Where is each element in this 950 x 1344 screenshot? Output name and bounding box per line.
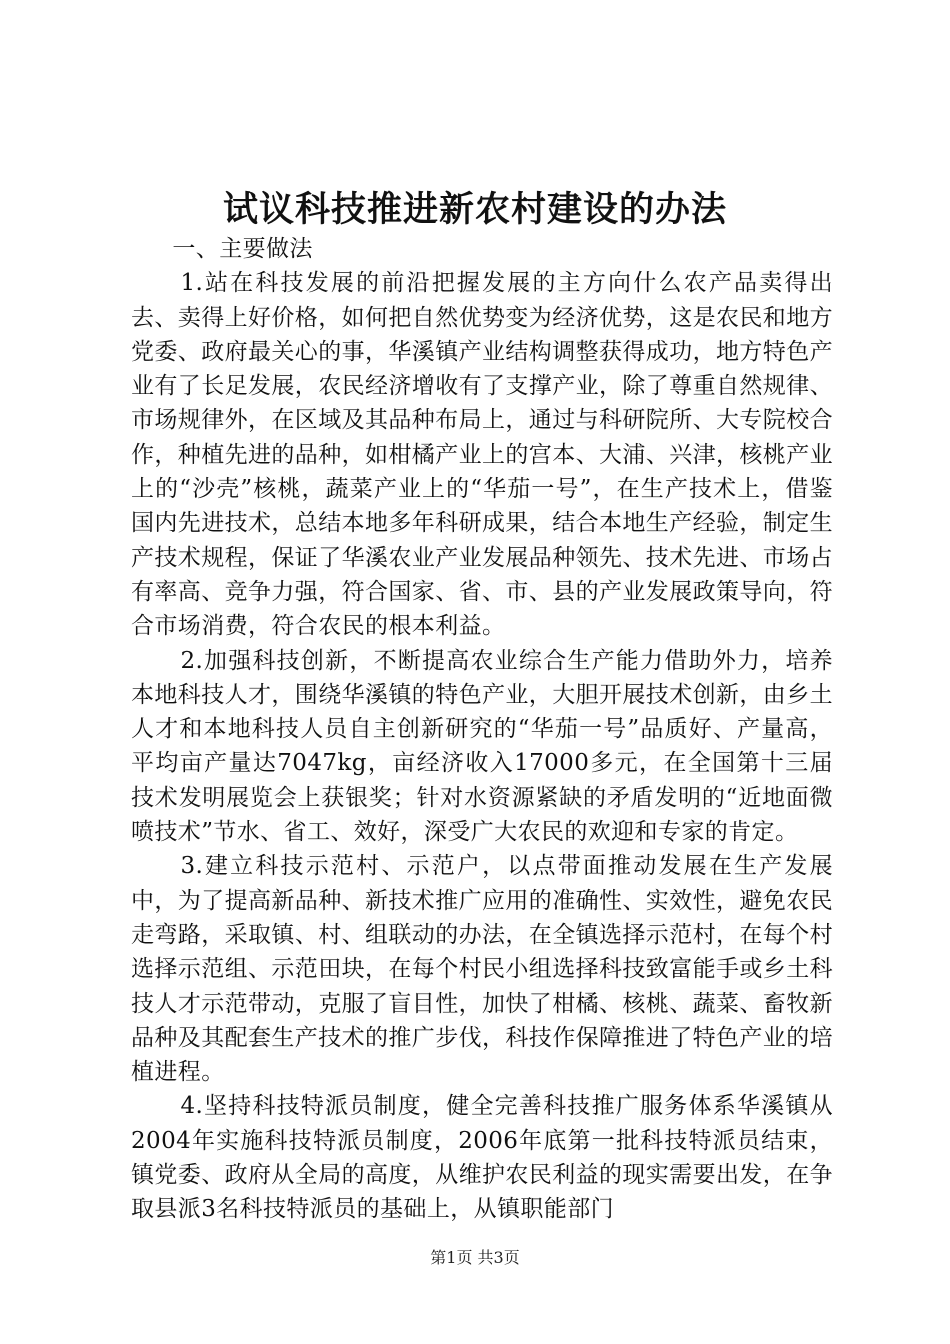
paragraph-4: 4.坚持科技特派员制度，健全完善科技推广服务体系华溪镇从2004年实施科技特派员制度，2006年底第一批科技特派员结束，镇党委、政府从全局的高度，从维护农民利益的现实需要出发，在争取县派3名科技特派员的基础上，从镇职能部门 xyxy=(131,1093,833,1223)
page-footer: 第1页 共3页 xyxy=(430,1248,520,1267)
document-body xyxy=(131,232,833,1227)
paragraph-3: 3.建立科技示范村、示范户，以点带面推动发展在生产发展中，为了提高新品种、新技术推广应用的准确性、实效性，避免农民走弯路，采取镇、村、组联动的办法，在全镇选择示范村，在每个村选择示范组、示范田块，在每个村民小组选择科技致富能手或乡土科技人才示范带动，克服了盲目性，加快了柑橘、核桃、蔬菜、畜牧新品种及其配套生产技术的推广步伐，科技作保障推进了特色产业的培植进程。 xyxy=(131,853,833,1086)
section-heading: 一、主要做法 xyxy=(172,236,313,262)
paragraph-2: 2.加强科技创新，不断提高农业综合生产能力借助外力，培养本地科技人才，围绕华溪镇的特色产业，大胆开展技术创新，由乡土人才和本地科技人员自主创新研究的“华茄一号”品质好、产量高，平均亩产量达7047kg，亩经济收入17000多元，在全国第十三届技术发明展览会上获银奖；针对水资源紧缺的矛盾发明的“近地面微喷技术”节水、省工、效好，深受广大农民的欢迎和专家的肯定。 xyxy=(131,647,833,846)
document-title: 试议科技推进新农村建设的办法 xyxy=(222,189,727,230)
paragraph-1: 1.站在科技发展的前沿把握发展的主方向什么农产品卖得出去、卖得上好价格，如何把自然优势变为经济优势，这是农民和地方党委、政府最关心的事，华溪镇产业结构调整获得成功，地方特色产业有了长足发展，农民经济增收有了支撑产业，除了尊重自然规律、市场规律外，在区域及其品种布局上，通过与科研院所、大专院校合作，种植先进的品种，如柑橘产业上的宫本、大浦、兴津，核桃产业上的“沙壳”核桃，蔬菜产业上的“华茄一号”，在生产技术上，借鉴国内先进技术，总结本地多年科研成果，结合本地生产经验，制定生产技术规程，保证了华溪农业产业发展品种领先、技术先进、市场占有率高、竞争力强，符合国家、省、市、县的产业发展政策导向，符合市场消费，符合农民的根本利益。 xyxy=(131,270,833,640)
